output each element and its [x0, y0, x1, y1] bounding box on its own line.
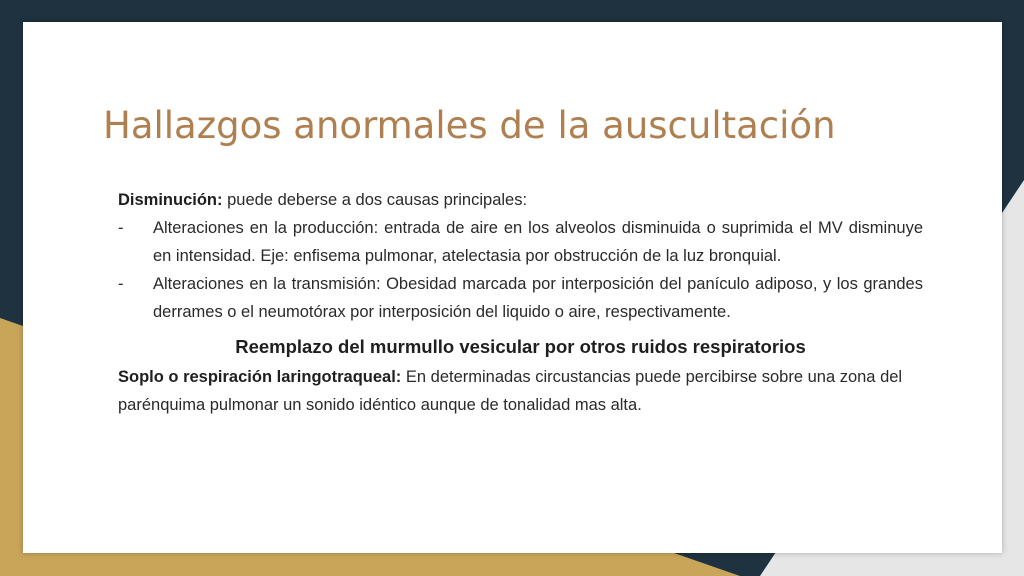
bullet-text: Alteraciones en la transmisión: Obesidad marcada por interposición del panículo adiposo, y los grandes derrames o el neumotórax por interposición del liquido o aire, respectivamente. [153, 275, 923, 321]
intro-paragraph [118, 186, 923, 214]
intro-term: Disminución: [118, 191, 223, 209]
bullet-text: Alteraciones en la producción: entrada de aire en los alveolos disminuida o suprimida el MV disminuye en intensidad. Eje: enfisema pulmonar, atelectasia por obstrucción de la luz bronquial. [153, 219, 923, 265]
bullet-item [118, 270, 923, 326]
bullet-marker: - [118, 219, 124, 237]
section-subheading: Reemplazo del murmullo vesicular por otros ruidos respiratorios [235, 336, 806, 357]
slide-title: Hallazgos anormales de la auscultación [103, 104, 836, 147]
final-paragraph [118, 363, 923, 419]
final-text: En determinadas circustancias puede percibirse sobre una zona del parénquima pulmonar un sonido idéntico aunque de tonalidad mas alta. [118, 368, 903, 414]
bullet-item [118, 214, 923, 270]
intro-text: puede deberse a dos causas principales: [222, 191, 528, 209]
final-term: Soplo o respiración laringotraqueal: [118, 368, 402, 386]
bullet-marker: - [118, 275, 124, 293]
slide-content [118, 186, 923, 419]
